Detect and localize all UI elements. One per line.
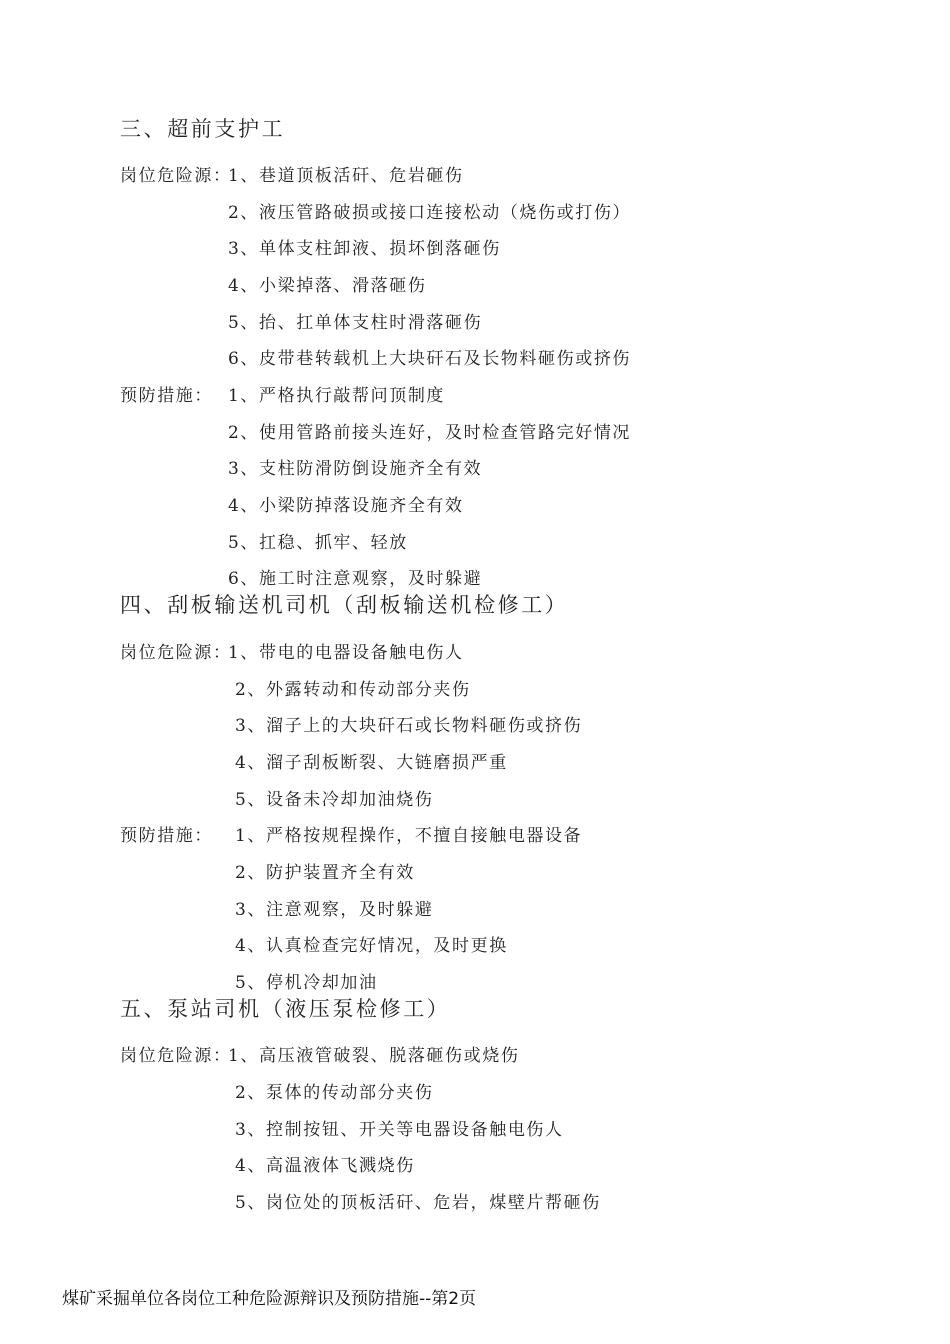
section-5-hazard-item: 3、控制按钮、开关等电器设备触电伤人 <box>235 1120 564 1140</box>
section-3-measures-label: 预防措施： <box>120 386 213 406</box>
section-3-measure-item: 3、支柱防滑防倒设施齐全有效 <box>228 459 483 479</box>
section-3-hazard-item: 4、小梁掉落、滑落砸伤 <box>228 276 427 296</box>
section-4-measure-item: 1、严格按规程操作，不擅自接触电器设备 <box>235 826 583 846</box>
section-3-hazard-item: 1、巷道顶板活矸、危岩砸伤 <box>228 166 464 186</box>
section-5-hazard-item: 4、高温液体飞溅烧伤 <box>235 1156 415 1176</box>
section-3-measure-item: 1、严格执行敲帮问顶制度 <box>228 386 446 406</box>
section-4-measure-item: 5、停机冷却加油 <box>235 973 378 993</box>
section-4-title: 四、刮板输送机司机（刮板输送机检修工） <box>120 593 569 617</box>
section-5-hazard-item: 1、高压液管破裂、脱落砸伤或烧伤 <box>228 1046 520 1066</box>
section-3-measure-item: 5、扛稳、抓牢、轻放 <box>228 533 408 553</box>
section-4-measure-item: 4、认真检查完好情况，及时更换 <box>235 936 508 956</box>
section-4-hazard-item: 2、外露转动和传动部分夹伤 <box>235 680 471 700</box>
section-5-title: 五、泵站司机（液压泵检修工） <box>120 997 451 1021</box>
section-3-hazard-item: 5、抬、扛单体支柱时滑落砸伤 <box>228 313 483 333</box>
section-4-measure-item: 2、防护装置齐全有效 <box>235 863 415 883</box>
section-3-hazard-item: 2、液压管路破损或接口连接松动（烧伤或打伤） <box>228 203 632 223</box>
section-4-hazard-item: 3、溜子上的大块矸石或长物料砸伤或挤伤 <box>235 716 583 736</box>
section-5-hazard-item: 5、岗位处的顶板活矸、危岩，煤壁片帮砸伤 <box>235 1193 601 1213</box>
section-3-title: 三、超前支护工 <box>120 117 286 141</box>
page-footer: 煤矿采掘单位各岗位工种危险源辩识及预防措施--第2页 <box>62 1289 477 1309</box>
section-4-hazard-item: 5、设备未冷却加油烧伤 <box>235 790 434 810</box>
section-4-hazard-item: 4、溜子刮板断裂、大链磨损严重 <box>235 753 508 773</box>
section-5-hazards-label: 岗位危险源： <box>120 1046 232 1066</box>
section-3-measure-item: 6、施工时注意观察，及时躲避 <box>228 569 483 589</box>
section-3-measure-item: 2、使用管路前接头连好，及时检查管路完好情况 <box>228 423 632 443</box>
section-4-hazards-label: 岗位危险源： <box>120 643 232 663</box>
section-3-hazard-item: 6、皮带巷转载机上大块矸石及长物料砸伤或挤伤 <box>228 349 632 369</box>
section-4-measures-label: 预防措施： <box>120 826 213 846</box>
section-4-measure-item: 3、注意观察，及时躲避 <box>235 900 434 920</box>
section-3-hazard-item: 3、单体支柱卸液、损坏倒落砸伤 <box>228 239 501 259</box>
section-4-hazard-item: 1、带电的电器设备触电伤人 <box>228 643 464 663</box>
section-3-measure-item: 4、小梁防掉落设施齐全有效 <box>228 496 464 516</box>
section-3-hazards-label: 岗位危险源： <box>120 166 232 186</box>
section-5-hazard-item: 2、泵体的传动部分夹伤 <box>235 1083 434 1103</box>
